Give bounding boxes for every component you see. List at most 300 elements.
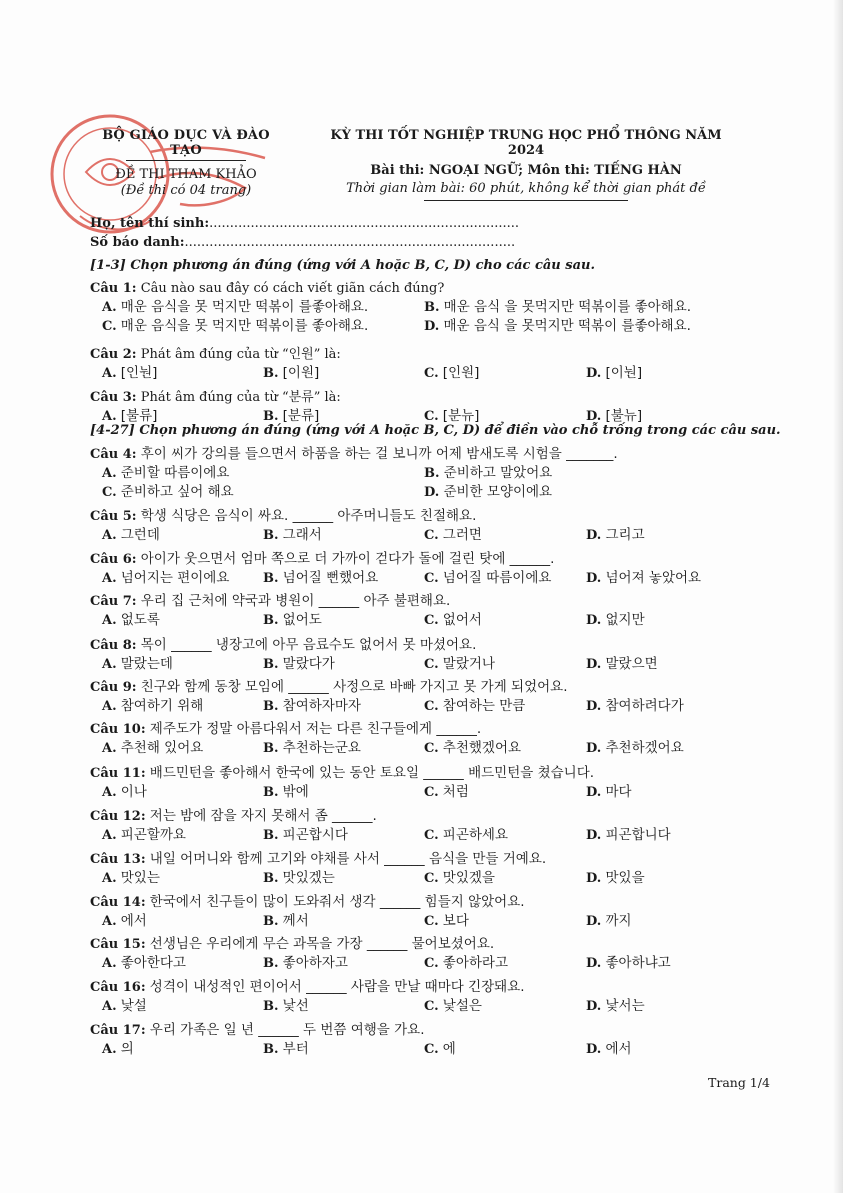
option-text: 말랐으면 — [605, 656, 658, 672]
options-row — [90, 954, 730, 973]
option-b[interactable] — [424, 464, 552, 483]
option-letter: A. — [102, 409, 117, 424]
question-number: Câu 3: — [90, 390, 137, 405]
option-d[interactable] — [586, 697, 684, 716]
question-stem — [90, 720, 730, 739]
option-a[interactable] — [102, 869, 160, 888]
option-text: 말랐거나 — [442, 656, 495, 672]
question-number: Câu 17: — [90, 1023, 146, 1038]
option-text: 그러면 — [442, 527, 482, 543]
option-a[interactable] — [102, 912, 147, 931]
option-text: 없어서 — [442, 612, 482, 628]
option-d[interactable] — [586, 954, 671, 973]
option-c[interactable] — [424, 869, 495, 888]
option-c[interactable] — [102, 483, 234, 502]
question-number: Câu 15: — [90, 937, 146, 952]
option-letter: C. — [424, 571, 439, 586]
question-text: 친구와 함께 동창 모임에 ______ 사정으로 바빠 가지고 못 가게 되었어요. — [140, 679, 568, 695]
option-letter: C. — [424, 657, 439, 672]
question-number: Câu 6: — [90, 552, 137, 567]
option-text: 좋아하자고 — [282, 955, 348, 971]
candidate-name-label: Họ, tên thí sinh: — [90, 216, 210, 231]
option-text: 참여하려다가 — [605, 698, 684, 714]
option-c[interactable] — [424, 1040, 456, 1059]
ministry-underline — [126, 160, 246, 161]
option-text: 말랐다가 — [282, 656, 335, 672]
option-text: 피곤하세요 — [442, 827, 509, 843]
question-number: Câu 9: — [90, 680, 137, 695]
option-a[interactable] — [102, 997, 147, 1016]
option-b[interactable] — [263, 869, 335, 888]
option-letter: B. — [263, 657, 279, 672]
option-letter: D. — [586, 785, 602, 800]
question-5 — [90, 507, 730, 545]
option-letter: C. — [424, 785, 439, 800]
option-letter: A. — [102, 999, 117, 1014]
option-text: 준비할 따름이에요 — [120, 465, 230, 481]
question-16 — [90, 978, 730, 1016]
option-b[interactable] — [263, 826, 348, 845]
exam-title: KỲ THI TỐT NGHIỆP TRUNG HỌC PHỔ THÔNG NĂM 2024 — [330, 128, 722, 158]
option-a[interactable] — [102, 739, 203, 758]
option-text: 추천해 있어요 — [120, 740, 204, 756]
option-text: 추천하는군요 — [282, 740, 361, 756]
option-a[interactable] — [102, 697, 203, 716]
option-b[interactable] — [263, 697, 361, 716]
question-stem — [90, 550, 730, 569]
option-d[interactable] — [586, 869, 645, 888]
section-instruction: [4-27] Chọn phương án đúng (ứng với A hoặc B, C, D) để điền vào chỗ trống trong các câu sau. — [90, 423, 781, 438]
option-letter: B. — [263, 366, 279, 381]
question-text: 우리 집 근처에 약국과 병원이 ______ 아주 불편해요. — [140, 593, 451, 609]
option-letter: C. — [102, 319, 117, 334]
option-letter: C. — [424, 366, 439, 381]
option-b[interactable] — [263, 997, 309, 1016]
option-text: [불뉴] — [605, 408, 643, 424]
option-letter: B. — [263, 741, 279, 756]
exam-type: ĐỀ THI THAM KHẢO — [115, 167, 257, 182]
question-text: Phát âm đúng của từ “분류” là: — [140, 390, 341, 405]
options-row — [90, 317, 730, 336]
option-text: 피곤할까요 — [120, 827, 186, 843]
question-7 — [90, 592, 730, 630]
option-letter: A. — [102, 699, 117, 714]
option-letter: B. — [263, 785, 279, 800]
option-letter: D. — [586, 871, 602, 886]
option-letter: D. — [586, 741, 602, 756]
options-row — [90, 1040, 730, 1059]
question-stem — [90, 807, 730, 826]
option-a[interactable] — [102, 783, 147, 802]
option-text: 맛있는 — [120, 870, 160, 886]
option-letter: A. — [102, 871, 117, 886]
options-row — [90, 464, 730, 483]
option-letter: C. — [424, 699, 439, 714]
option-c[interactable] — [424, 826, 508, 845]
option-text: 밖에 — [282, 784, 309, 800]
option-b[interactable] — [263, 407, 319, 426]
question-text: 제주도가 정말 아름다워서 저는 다른 친구들에게 ______. — [149, 721, 482, 737]
option-letter: C. — [424, 528, 439, 543]
option-letter: A. — [102, 528, 117, 543]
options-row — [90, 739, 730, 758]
options-row — [90, 364, 730, 383]
option-letter: A. — [102, 785, 117, 800]
option-letter: A. — [102, 571, 117, 586]
question-number: Câu 13: — [90, 852, 146, 867]
question-stem — [90, 893, 730, 912]
question-stem — [90, 592, 730, 611]
option-text: 그런데 — [120, 527, 160, 543]
option-b[interactable] — [263, 655, 335, 674]
question-text: 성격이 내성적인 편이어서 ______ 사람을 만날 때마다 긴장돼요. — [149, 979, 525, 995]
question-number: Câu 16: — [90, 980, 146, 995]
option-letter: D. — [586, 657, 602, 672]
option-text: 없지만 — [605, 612, 645, 628]
option-text: 넘어질 따름이에요 — [442, 570, 552, 586]
question-stem — [90, 850, 730, 869]
option-c[interactable] — [424, 912, 469, 931]
option-text: 맛있겠을 — [442, 870, 495, 886]
option-d[interactable] — [586, 739, 684, 758]
option-letter: A. — [102, 613, 117, 628]
option-letter: C. — [424, 741, 439, 756]
question-number: Câu 2: — [90, 347, 137, 362]
candidate-id-label: Số báo danh: — [90, 235, 185, 250]
question-13 — [90, 850, 730, 888]
question-text: 선생님은 우리에게 무슨 과목을 가장 ______ 물어보셨어요. — [149, 936, 495, 952]
option-text: 추천하겠어요 — [605, 740, 684, 756]
option-letter: C. — [424, 409, 439, 424]
option-letter: D. — [424, 319, 440, 334]
candidate-id-blank[interactable]: ................................................................................ — [184, 235, 516, 250]
question-3 — [90, 388, 730, 426]
exam-subject: Bài thi: NGOẠI NGỮ; Môn thi: TIẾNG HÀN — [370, 163, 682, 178]
option-b[interactable] — [263, 526, 322, 545]
question-text: 목이 ______ 냉장고에 아무 음료수도 없어서 못 마셨어요. — [140, 637, 477, 653]
option-c[interactable] — [424, 697, 525, 716]
option-letter: A. — [102, 741, 117, 756]
question-number: Câu 8: — [90, 638, 137, 653]
question-number: Câu 12: — [90, 809, 146, 824]
ministry-name: BỘ GIÁO DỤC VÀ ĐÀO TẠO — [102, 128, 270, 158]
question-15 — [90, 935, 730, 973]
option-text: 넘어질 뻔했어요 — [282, 570, 379, 586]
option-letter: B. — [263, 914, 279, 929]
option-letter: C. — [424, 871, 439, 886]
option-d[interactable] — [586, 364, 642, 383]
option-letter: D. — [586, 528, 602, 543]
option-text: 맛있겠는 — [282, 870, 335, 886]
option-letter: C. — [424, 613, 439, 628]
option-d[interactable] — [586, 611, 645, 630]
option-d[interactable] — [586, 912, 632, 931]
option-text: [불류] — [120, 408, 158, 424]
question-stem — [90, 978, 730, 997]
option-letter: B. — [424, 300, 440, 315]
candidate-fields — [90, 214, 519, 252]
option-a[interactable] — [102, 298, 368, 317]
options-row — [90, 697, 730, 716]
option-b[interactable] — [263, 364, 319, 383]
option-c[interactable] — [424, 407, 479, 426]
options-row — [90, 483, 730, 502]
option-text: 에 — [442, 1041, 456, 1057]
option-text: 준비하고 싶어 해요 — [120, 484, 234, 500]
option-letter: B. — [263, 528, 279, 543]
option-text: 매운 음식 을 못먹지만 떡볶이를 좋아해요. — [443, 299, 692, 315]
exam-time: Thời gian làm bài: 60 phút, không kể thời gian phát đề — [346, 181, 706, 196]
question-stem — [90, 345, 730, 364]
option-b[interactable] — [263, 569, 378, 588]
options-row — [90, 298, 730, 317]
option-text: [이원] — [282, 365, 320, 381]
question-stem — [90, 279, 730, 298]
page-edge-shadow — [833, 0, 843, 1193]
option-text: 낯설 — [120, 998, 147, 1014]
options-row — [90, 407, 730, 426]
option-text: 넘어지는 편이에요 — [120, 570, 230, 586]
option-text: 의 — [120, 1041, 134, 1057]
option-letter: C. — [424, 828, 439, 843]
option-letter: C. — [424, 1042, 439, 1057]
candidate-name-row — [90, 214, 519, 233]
question-stem — [90, 636, 730, 655]
option-b[interactable] — [263, 739, 361, 758]
option-text: [분류] — [282, 408, 320, 424]
option-letter: B. — [263, 613, 279, 628]
option-a[interactable] — [102, 826, 186, 845]
options-row — [90, 912, 730, 931]
option-text: [분뉴] — [442, 408, 480, 424]
option-b[interactable] — [263, 954, 348, 973]
option-text: 그래서 — [282, 527, 322, 543]
option-text: 께서 — [282, 913, 309, 929]
question-14 — [90, 893, 730, 931]
question-text: 학생 식당은 음식이 싸요. ______ 아주머니들도 친절해요. — [140, 508, 477, 524]
option-letter: D. — [424, 485, 440, 500]
option-text: 낯서는 — [605, 998, 645, 1014]
question-stem — [90, 507, 730, 526]
option-text: 좋아하냐고 — [605, 955, 671, 971]
option-b[interactable] — [263, 1040, 309, 1059]
header-right — [326, 128, 726, 201]
option-d[interactable] — [586, 569, 701, 588]
option-a[interactable] — [102, 464, 229, 483]
option-text: 참여하기 위해 — [120, 698, 204, 714]
question-10 — [90, 720, 730, 758]
option-c[interactable] — [424, 655, 495, 674]
option-d[interactable] — [586, 655, 658, 674]
question-11 — [90, 764, 730, 802]
option-letter: A. — [102, 1042, 117, 1057]
option-c[interactable] — [424, 611, 482, 630]
options-row — [90, 783, 730, 802]
options-row — [90, 997, 730, 1016]
option-text: 넘어져 놓았어요 — [605, 570, 702, 586]
option-c[interactable] — [424, 526, 482, 545]
question-9 — [90, 678, 730, 716]
option-text: 좋아한다고 — [120, 955, 186, 971]
option-text: 피곤합시다 — [282, 827, 348, 843]
option-text: 에서 — [120, 913, 147, 929]
question-number: Câu 14: — [90, 895, 146, 910]
question-text: 저는 밤에 잠을 자지 못해서 좀 ______. — [149, 808, 377, 824]
question-number: Câu 11: — [90, 766, 146, 781]
question-text: 우리 가족은 일 년 ______ 두 번쯤 여행을 가요. — [149, 1022, 425, 1038]
option-text: 에서 — [605, 1041, 632, 1057]
option-letter: B. — [263, 828, 279, 843]
option-d[interactable] — [586, 826, 671, 845]
question-text: Câu nào sau đây có cách viết giãn cách đúng? — [140, 281, 445, 296]
option-letter: D. — [586, 828, 602, 843]
option-c[interactable] — [424, 569, 551, 588]
option-letter: A. — [102, 466, 117, 481]
option-letter: A. — [102, 300, 117, 315]
option-b[interactable] — [263, 912, 309, 931]
option-text: 준비하고 말았어요 — [443, 465, 553, 481]
option-letter: D. — [586, 571, 602, 586]
section-instruction: [1-3] Chọn phương án đúng (ứng với A hoặc B, C, D) cho các câu sau. — [90, 258, 596, 273]
option-letter: C. — [424, 914, 439, 929]
option-letter: A. — [102, 956, 117, 971]
option-letter: C. — [102, 485, 117, 500]
option-a[interactable] — [102, 954, 186, 973]
question-number: Câu 4: — [90, 447, 137, 462]
option-text: 좋아하라고 — [442, 955, 509, 971]
option-letter: D. — [586, 409, 602, 424]
option-letter: D. — [586, 699, 602, 714]
option-letter: A. — [102, 914, 117, 929]
question-4 — [90, 445, 730, 502]
option-a[interactable] — [102, 655, 173, 674]
option-text: 없어도 — [282, 612, 322, 628]
question-text: 아이가 웃으면서 엄마 쪽으로 더 가까이 걷다가 돌에 걸린 탓에 ______. — [140, 551, 555, 567]
options-row — [90, 655, 730, 674]
options-row — [90, 611, 730, 630]
option-letter: B. — [263, 571, 279, 586]
option-d[interactable] — [424, 317, 691, 336]
option-text: 말랐는데 — [120, 656, 173, 672]
option-text: 까지 — [605, 913, 632, 929]
option-b[interactable] — [263, 783, 309, 802]
option-c[interactable] — [424, 954, 508, 973]
options-row — [90, 869, 730, 888]
option-text: [이눤] — [605, 365, 643, 381]
question-8 — [90, 636, 730, 674]
option-text: 피곤합니다 — [605, 827, 671, 843]
option-text: 추천했겠어요 — [442, 740, 522, 756]
question-number: Câu 1: — [90, 281, 137, 296]
option-a[interactable] — [102, 364, 157, 383]
question-stem — [90, 764, 730, 783]
option-letter: A. — [102, 828, 117, 843]
option-a[interactable] — [102, 526, 160, 545]
option-a[interactable] — [102, 407, 157, 426]
option-letter: D. — [586, 999, 602, 1014]
option-text: 이나 — [120, 784, 147, 800]
option-letter: B. — [263, 871, 279, 886]
option-text: 그리고 — [605, 527, 645, 543]
option-letter: D. — [586, 956, 602, 971]
option-text: [인눤] — [120, 365, 158, 381]
option-letter: B. — [263, 1042, 279, 1057]
question-stem — [90, 445, 730, 464]
option-a[interactable] — [102, 611, 160, 630]
option-letter: B. — [263, 999, 279, 1014]
question-stem — [90, 388, 730, 407]
page-number: Trang 1/4 — [708, 1075, 770, 1090]
option-letter: C. — [424, 956, 439, 971]
option-text: 맛있을 — [605, 870, 645, 886]
option-letter: B. — [424, 466, 440, 481]
question-text: Phát âm đúng của từ “인원” là: — [140, 347, 341, 362]
option-c[interactable] — [424, 364, 479, 383]
options-row — [90, 826, 730, 845]
option-d[interactable] — [424, 483, 552, 502]
option-text: 마다 — [605, 784, 632, 800]
option-text: 낯선 — [282, 998, 309, 1014]
option-text: 참여하자마자 — [282, 698, 361, 714]
question-number: Câu 7: — [90, 594, 137, 609]
question-stem — [90, 1021, 730, 1040]
option-text: 부터 — [282, 1041, 309, 1057]
option-text: 없도록 — [120, 612, 160, 628]
options-row — [90, 569, 730, 588]
option-a[interactable] — [102, 569, 229, 588]
option-letter: C. — [424, 999, 439, 1014]
option-d[interactable] — [586, 407, 642, 426]
question-text: 후이 씨가 강의를 들으면서 하품을 하는 걸 보니까 어제 밤새도록 시험을 _______. — [140, 446, 618, 462]
options-row — [90, 526, 730, 545]
question-number: Câu 10: — [90, 722, 146, 737]
option-d[interactable] — [586, 526, 645, 545]
option-letter: B. — [263, 409, 279, 424]
option-c[interactable] — [424, 783, 469, 802]
option-letter: D. — [586, 1042, 602, 1057]
candidate-id-row — [90, 233, 519, 252]
option-letter: A. — [102, 366, 117, 381]
option-text: 보다 — [442, 913, 469, 929]
option-b[interactable] — [263, 611, 322, 630]
question-stem — [90, 935, 730, 954]
option-c[interactable] — [102, 317, 368, 336]
option-letter: D. — [586, 914, 602, 929]
option-c[interactable] — [424, 739, 521, 758]
option-d[interactable] — [586, 997, 645, 1016]
option-b[interactable] — [424, 298, 691, 317]
question-stem — [90, 678, 730, 697]
option-letter: A. — [102, 657, 117, 672]
header-left — [96, 128, 276, 198]
option-c[interactable] — [424, 997, 482, 1016]
question-number: Câu 5: — [90, 509, 137, 524]
option-letter: D. — [586, 366, 602, 381]
question-1 — [90, 279, 730, 336]
option-a[interactable] — [102, 1040, 134, 1059]
page-count-note: (Đề thi có 04 trang) — [120, 183, 252, 198]
option-d[interactable] — [586, 1040, 632, 1059]
question-text: 내일 어머니와 함께 고기와 야채를 사서 ______ 음식을 만들 거예요. — [149, 851, 547, 867]
option-text: 매운 음식을 못 먹지만 떡볶이 를좋아해요. — [120, 299, 369, 315]
question-17 — [90, 1021, 730, 1059]
option-text: 매운 음식을 못 먹지만 떡볶이를 좋아해요. — [120, 318, 369, 334]
option-text: 처럼 — [442, 784, 469, 800]
question-text: 배드민턴을 좋아해서 한국에 있는 동안 토요일 ______ 배드민턴을 쳤습니다. — [149, 765, 595, 781]
option-d[interactable] — [586, 783, 632, 802]
option-text: 낯설은 — [442, 998, 482, 1014]
candidate-name-blank[interactable]: ........................................................................... — [209, 216, 520, 231]
